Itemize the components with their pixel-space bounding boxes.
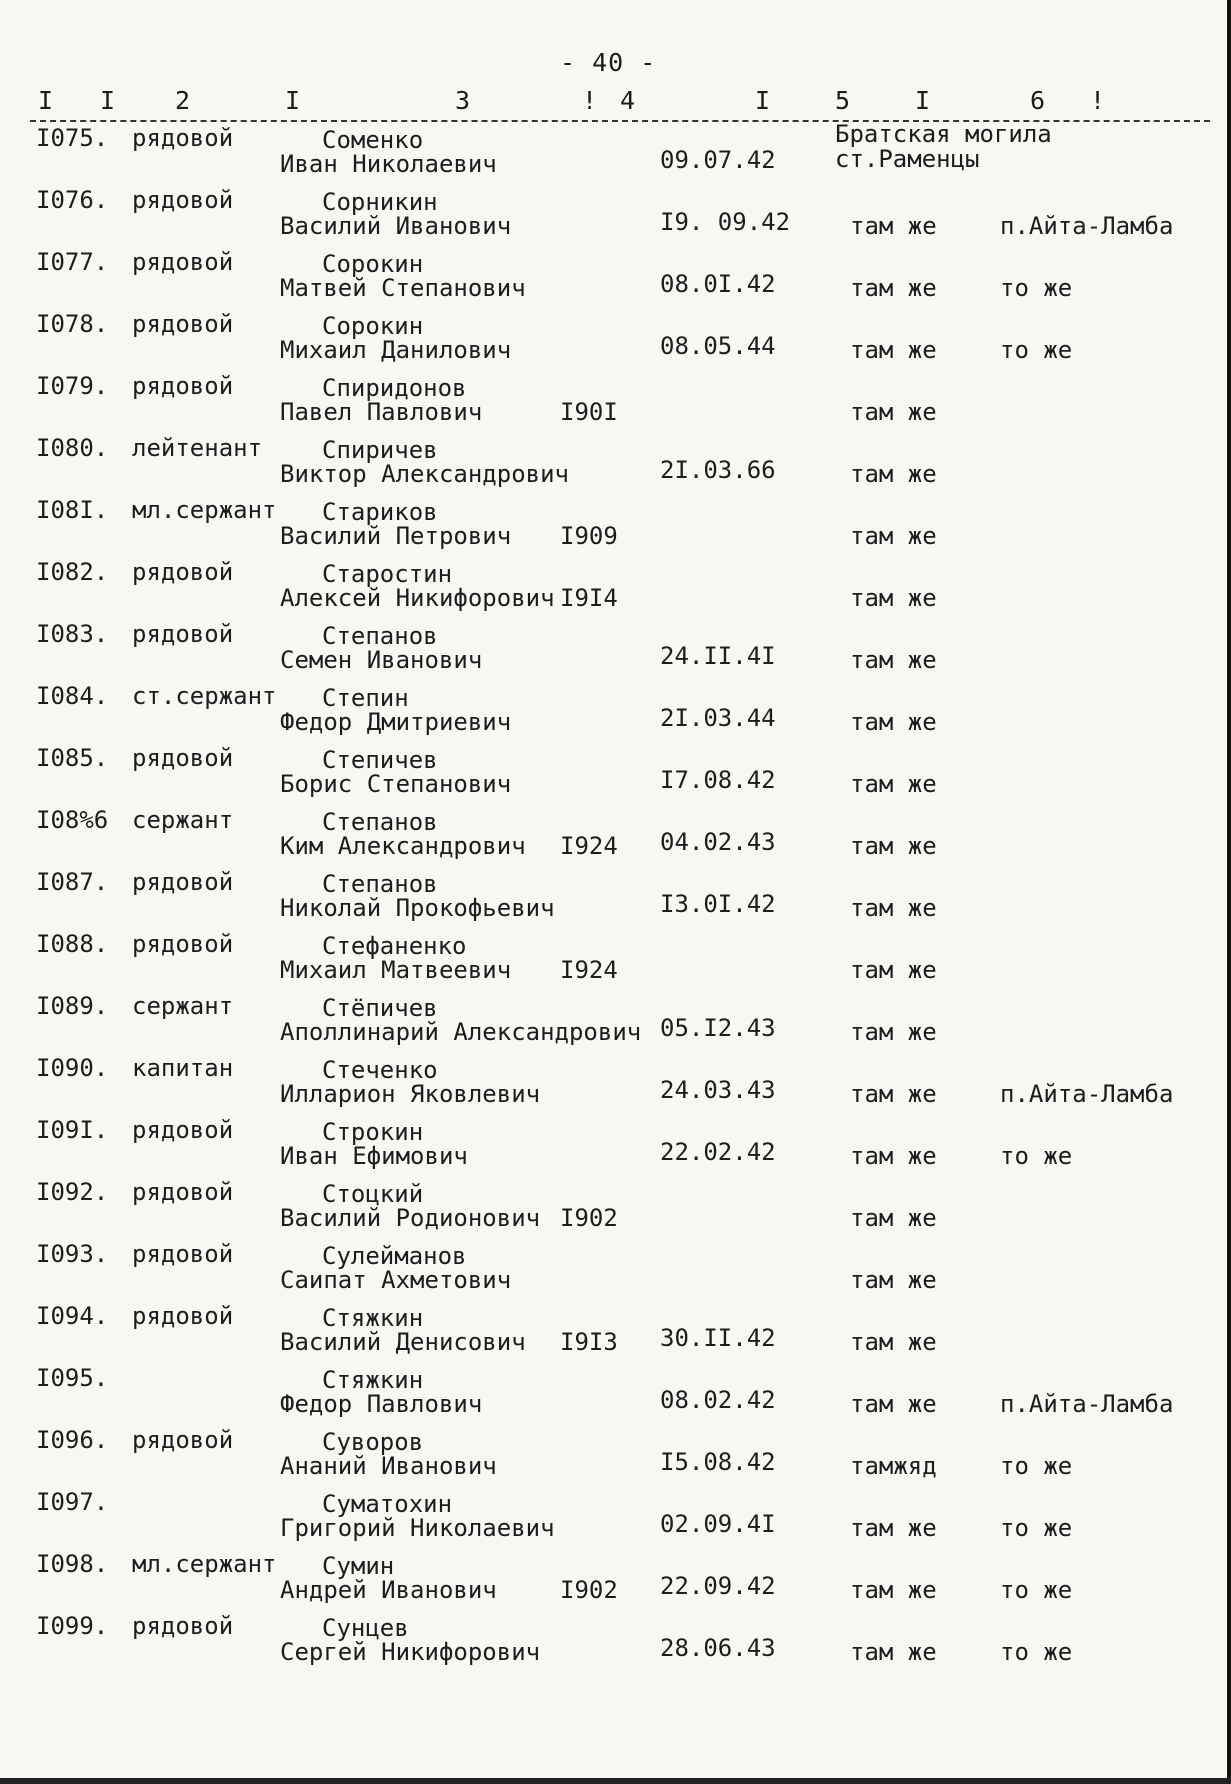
record-number: I090.	[36, 1054, 109, 1082]
birth-year: I9I4	[560, 584, 618, 612]
record-row	[0, 120, 1231, 184]
surname: Строкин	[322, 1118, 424, 1146]
record-number: I087.	[36, 868, 109, 896]
record-row	[0, 1612, 1231, 1672]
surname: Соменко	[322, 126, 424, 154]
column-header: 2	[175, 86, 191, 115]
given-name-patronymic: Ананий Иванович	[280, 1452, 497, 1480]
given-name-patronymic: Иван Ефимович	[280, 1142, 468, 1170]
death-date: I5.08.42	[660, 1448, 776, 1476]
record-number: I098.	[36, 1550, 109, 1578]
surname: Стефаненко	[322, 932, 467, 960]
burial-place: там же	[850, 894, 937, 922]
surname: Степанов	[322, 870, 438, 898]
column-header: 5	[835, 86, 851, 115]
record-row	[0, 1240, 1231, 1300]
military-rank: сержант	[132, 992, 234, 1020]
surname: Спиричев	[322, 436, 438, 464]
column-header: !	[1090, 86, 1106, 115]
record-row	[0, 1054, 1231, 1114]
record-number: I079.	[36, 372, 109, 400]
given-name-patronymic: Саипат Ахметович	[280, 1266, 512, 1294]
record-row	[0, 806, 1231, 866]
death-date: 2I.03.66	[660, 456, 776, 484]
death-date: 02.09.4I	[660, 1510, 776, 1538]
column-header: 6	[1030, 86, 1046, 115]
death-date: 30.II.42	[660, 1324, 776, 1352]
place-of-death: то же	[1000, 1638, 1073, 1666]
record-number: I077.	[36, 248, 109, 276]
record-row	[0, 1488, 1231, 1548]
death-date: 05.I2.43	[660, 1014, 776, 1042]
record-row	[0, 434, 1231, 494]
record-number: I085.	[36, 744, 109, 772]
military-rank: рядовой	[132, 186, 234, 214]
given-name-patronymic: Павел Павлович	[280, 398, 483, 426]
military-rank: рядовой	[132, 1178, 234, 1206]
burial-place: там же	[850, 1328, 937, 1356]
burial-place: там же	[850, 274, 937, 302]
death-date: 09.07.42	[660, 146, 776, 174]
surname: Степичев	[322, 746, 438, 774]
column-header: I	[285, 86, 301, 115]
military-rank: рядовой	[132, 124, 234, 152]
scan-edge-bottom	[0, 1778, 1231, 1784]
record-row	[0, 558, 1231, 618]
surname: Стяжкин	[322, 1366, 424, 1394]
military-rank: рядовой	[132, 248, 234, 276]
place-of-death: п.Айта-Ламба	[1000, 1080, 1174, 1108]
burial-place: там же	[850, 522, 937, 550]
military-rank: мл.сержант	[132, 1550, 277, 1578]
military-rank: мл.сержант	[132, 496, 277, 524]
record-number: I088.	[36, 930, 109, 958]
given-name-patronymic: Семен Иванович	[280, 646, 483, 674]
surname: Сумин	[322, 1552, 395, 1580]
column-header-row	[30, 86, 1210, 122]
birth-year: I902	[560, 1204, 618, 1232]
given-name-patronymic: Андрей Иванович	[280, 1576, 497, 1604]
military-rank: рядовой	[132, 744, 234, 772]
birth-year: I90I	[560, 398, 618, 426]
record-row	[0, 744, 1231, 804]
given-name-patronymic: Василий Иванович	[280, 212, 512, 240]
death-date: I9. 09.42	[660, 208, 791, 236]
record-number: I089.	[36, 992, 109, 1020]
military-rank: рядовой	[132, 1116, 234, 1144]
military-rank: рядовой	[132, 868, 234, 896]
record-number: I075.	[36, 124, 109, 152]
record-row	[0, 310, 1231, 370]
given-name-patronymic: Михаил Матвеевич	[280, 956, 512, 984]
military-rank: рядовой	[132, 1426, 234, 1454]
given-name-patronymic: Матвей Степанович	[280, 274, 526, 302]
given-name-patronymic: Василий Петрович	[280, 522, 512, 550]
column-header: 3	[455, 86, 471, 115]
birth-year: I924	[560, 956, 618, 984]
burial-place: там же	[850, 708, 937, 736]
record-row	[0, 1550, 1231, 1610]
surname: Суворов	[322, 1428, 424, 1456]
record-row	[0, 1116, 1231, 1176]
burial-place: там же	[850, 336, 937, 364]
column-header: I	[100, 86, 116, 115]
death-date: 22.09.42	[660, 1572, 776, 1600]
column-header: 4	[620, 86, 636, 115]
military-rank: рядовой	[132, 1612, 234, 1640]
burial-place: там же	[850, 1266, 937, 1294]
record-number: I08I.	[36, 496, 109, 524]
record-number: I096.	[36, 1426, 109, 1454]
death-date: 08.0I.42	[660, 270, 776, 298]
record-row	[0, 620, 1231, 680]
record-row	[0, 682, 1231, 742]
page-number: - 40 -	[560, 48, 657, 77]
burial-place-heading-line: Братская могила	[835, 120, 1052, 148]
military-rank: рядовой	[132, 1240, 234, 1268]
burial-place: там же	[850, 460, 937, 488]
burial-place: там же	[850, 956, 937, 984]
birth-year: I9I3	[560, 1328, 618, 1356]
record-row	[0, 1178, 1231, 1238]
death-date: 24.II.4I	[660, 642, 776, 670]
record-number: I094.	[36, 1302, 109, 1330]
death-date: I3.0I.42	[660, 890, 776, 918]
burial-place: там же	[850, 1576, 937, 1604]
military-rank: рядовой	[132, 930, 234, 958]
burial-place: там же	[850, 1018, 937, 1046]
surname: Стариков	[322, 498, 438, 526]
military-rank: рядовой	[132, 372, 234, 400]
military-rank: рядовой	[132, 310, 234, 338]
burial-place: там же	[850, 646, 937, 674]
burial-place: там же	[850, 1142, 937, 1170]
burial-place: там же	[850, 398, 937, 426]
death-date: 24.03.43	[660, 1076, 776, 1104]
record-row	[0, 496, 1231, 556]
given-name-patronymic: Григорий Николаевич	[280, 1514, 555, 1542]
surname: Стоцкий	[322, 1180, 424, 1208]
death-date: I7.08.42	[660, 766, 776, 794]
given-name-patronymic: Илларион Яковлевич	[280, 1080, 541, 1108]
given-name-patronymic: Василий Родионович	[280, 1204, 541, 1232]
military-rank: капитан	[132, 1054, 234, 1082]
given-name-patronymic: Федор Павлович	[280, 1390, 483, 1418]
surname: Сорокин	[322, 250, 424, 278]
surname: Степин	[322, 684, 409, 712]
burial-place: тамжяд	[850, 1452, 937, 1480]
surname: Степанов	[322, 622, 438, 650]
place-of-death: то же	[1000, 1142, 1073, 1170]
record-row	[0, 930, 1231, 990]
surname: Сорникин	[322, 188, 438, 216]
column-header: I	[915, 86, 931, 115]
death-date: 2I.03.44	[660, 704, 776, 732]
surname: Суматохин	[322, 1490, 453, 1518]
given-name-patronymic: Виктор Александрович	[280, 460, 569, 488]
record-number: I082.	[36, 558, 109, 586]
military-rank: сержант	[132, 806, 234, 834]
given-name-patronymic: Ким Александрович	[280, 832, 526, 860]
surname: Стяжкин	[322, 1304, 424, 1332]
burial-place: там же	[850, 1080, 937, 1108]
burial-place: там же	[850, 1638, 937, 1666]
record-number: I076.	[36, 186, 109, 214]
record-number: I092.	[36, 1178, 109, 1206]
birth-year: I909	[560, 522, 618, 550]
military-rank: рядовой	[132, 1302, 234, 1330]
record-number: I097.	[36, 1488, 109, 1516]
record-number: I095.	[36, 1364, 109, 1392]
military-rank: лейтенант	[132, 434, 263, 462]
record-number: I099.	[36, 1612, 109, 1640]
record-number: I080.	[36, 434, 109, 462]
place-of-death: п.Айта-Ламба	[1000, 212, 1174, 240]
given-name-patronymic: Аполлинарий Александрович	[280, 1018, 642, 1046]
record-number: I083.	[36, 620, 109, 648]
place-of-death: п.Айта-Ламба	[1000, 1390, 1174, 1418]
surname: Спиридонов	[322, 374, 467, 402]
given-name-patronymic: Николай Прокофьевич	[280, 894, 555, 922]
column-header: I	[755, 86, 771, 115]
surname: Стёпичев	[322, 994, 438, 1022]
place-of-death: то же	[1000, 1514, 1073, 1542]
record-number: I09I.	[36, 1116, 109, 1144]
place-of-death: то же	[1000, 1452, 1073, 1480]
surname: Стеченко	[322, 1056, 438, 1084]
column-header: !	[582, 86, 598, 115]
surname: Старостин	[322, 560, 453, 588]
death-date: 08.05.44	[660, 332, 776, 360]
record-number: I078.	[36, 310, 109, 338]
record-row	[0, 248, 1231, 308]
given-name-patronymic: Василий Денисович	[280, 1328, 526, 1356]
given-name-patronymic: Федор Дмитриевич	[280, 708, 512, 736]
death-date: 22.02.42	[660, 1138, 776, 1166]
death-date: 28.06.43	[660, 1634, 776, 1662]
record-number: I08%6	[36, 806, 109, 834]
given-name-patronymic: Иван Николаевич	[280, 150, 497, 178]
record-row	[0, 992, 1231, 1052]
record-number: I084.	[36, 682, 109, 710]
burial-place: там же	[850, 1390, 937, 1418]
burial-place-heading-line: ст.Раменцы	[835, 145, 980, 173]
surname: Сунцев	[322, 1614, 409, 1642]
burial-place: там же	[850, 832, 937, 860]
burial-place: там же	[850, 584, 937, 612]
military-rank: рядовой	[132, 620, 234, 648]
burial-place: там же	[850, 212, 937, 240]
burial-place: там же	[850, 1204, 937, 1232]
surname: Сулейманов	[322, 1242, 467, 1270]
record-number: I093.	[36, 1240, 109, 1268]
burial-place: там же	[850, 770, 937, 798]
military-rank: ст.сержант	[132, 682, 277, 710]
record-row	[0, 1302, 1231, 1362]
birth-year: I924	[560, 832, 618, 860]
birth-year: I902	[560, 1576, 618, 1604]
place-of-death: то же	[1000, 274, 1073, 302]
burial-place: там же	[850, 1514, 937, 1542]
given-name-patronymic: Борис Степанович	[280, 770, 512, 798]
surname: Степанов	[322, 808, 438, 836]
military-rank: рядовой	[132, 558, 234, 586]
death-date: 04.02.43	[660, 828, 776, 856]
record-row	[0, 868, 1231, 928]
record-row	[0, 372, 1231, 432]
place-of-death: то же	[1000, 336, 1073, 364]
given-name-patronymic: Алексей Никифорович	[280, 584, 555, 612]
record-row	[0, 1364, 1231, 1424]
column-header: I	[38, 86, 54, 115]
surname: Сорокин	[322, 312, 424, 340]
given-name-patronymic: Сергей Никифорович	[280, 1638, 541, 1666]
record-row	[0, 186, 1231, 246]
record-row	[0, 1426, 1231, 1486]
death-date: 08.02.42	[660, 1386, 776, 1414]
place-of-death: то же	[1000, 1576, 1073, 1604]
given-name-patronymic: Михаил Данилович	[280, 336, 512, 364]
